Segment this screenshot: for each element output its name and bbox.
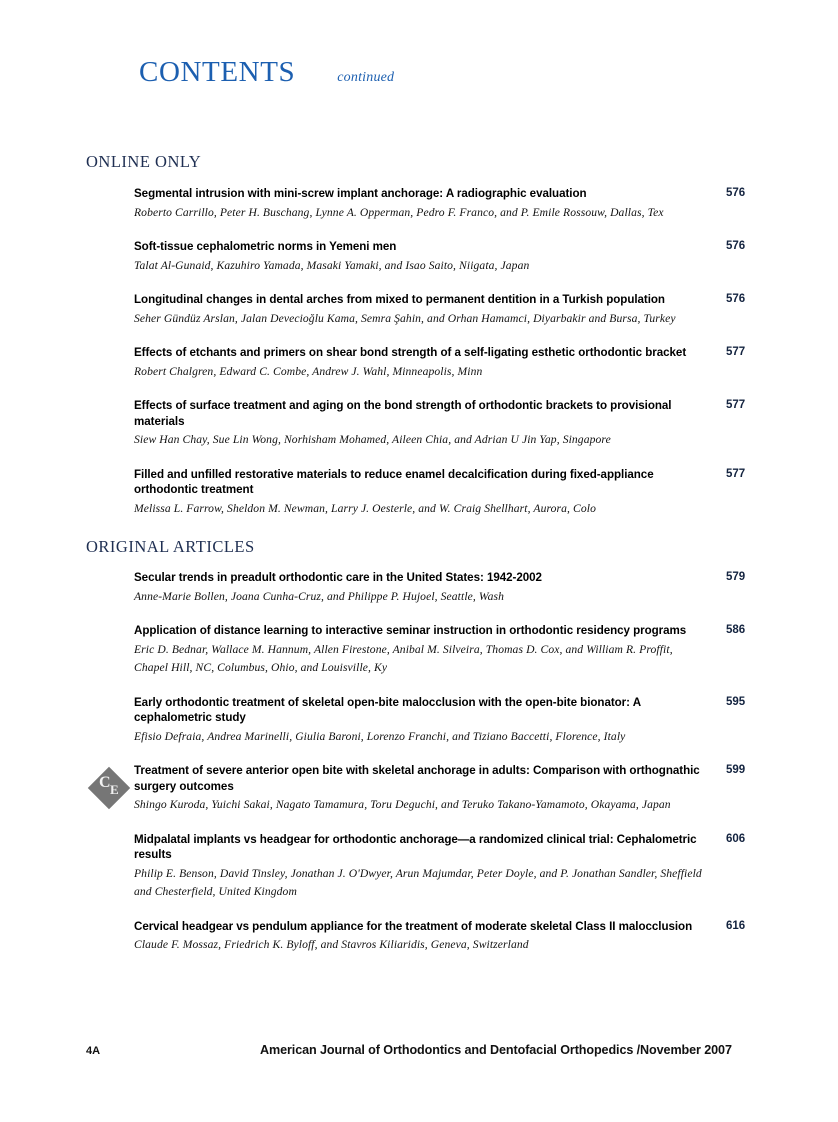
entry-authors: Shingo Kuroda, Yuichi Sakai, Nagato Tamamura, Toru Deguchi, and Teruko Takano-Yamamoto, Okayama, Japan [134, 798, 671, 811]
section-divider-space [86, 518, 766, 537]
entry-authors: Philip E. Benson, David Tinsley, Jonathan J. O'Dwyer, Arun Majumdar, Peter Doyle, and P. Jonathan Sandler, Sheffield and Chesterfield, United Kingdom [134, 866, 702, 898]
entry-authors: Roberto Carrillo, Peter H. Buschang, Lynne A. Opperman, Pedro F. Franco, and P. Emile Rossouw, Dallas, Tex [134, 205, 664, 219]
entry-page-number[interactable]: 577 [726, 346, 746, 358]
entry-page-number[interactable]: 576 [726, 187, 746, 199]
section-heading: ORIGINAL ARTICLES [86, 537, 255, 556]
toc-entry[interactable] [86, 186, 766, 222]
entry-title[interactable]: Effects of surface treatment and aging on the bond strength of orthodontic brackets to provisional materials [134, 399, 672, 428]
entry-authors: Robert Chalgren, Edward C. Combe, Andrew J. Wahl, Minneapolis, Minn [134, 364, 483, 378]
section-online-only [86, 152, 766, 518]
entry-authors: Efisio Defraia, Andrea Marinelli, Giulia Baroni, Lorenzo Franchi, and Tiziano Baccetti, Florence, Italy [134, 729, 626, 743]
entry-authors: Siew Han Chay, Sue Lin Wong, Norhisham Mohamed, Aileen Chia, and Adrian U Jin Yap, Singapore [134, 433, 611, 446]
entry-page-number[interactable]: 586 [726, 624, 746, 636]
ce-badge-letters [88, 767, 130, 809]
section-original-articles [86, 537, 766, 955]
section-entries [86, 186, 766, 518]
entry-title[interactable]: Early orthodontic treatment of skeletal open-bite malocclusion with the open-bite bionator: A cephalometric study [134, 695, 641, 724]
journal-citation: American Journal of Orthodontics and Dentofacial Orthopedics /November 2007 [260, 1043, 732, 1057]
toc-entry[interactable] [86, 345, 766, 381]
section-heading: ONLINE ONLY [86, 152, 202, 171]
ce-badge-letter-e: E [110, 782, 119, 797]
entry-page-number[interactable]: 595 [726, 695, 746, 708]
entry-authors: Talat Al-Gunaid, Kazuhiro Yamada, Masaki Yamaki, and Isao Saito, Niigata, Japan [134, 258, 530, 272]
entry-title[interactable]: Application of distance learning to interactive seminar instruction in orthodontic residency programs [134, 624, 687, 637]
masthead [139, 56, 394, 89]
entry-title[interactable]: Cervical headgear vs pendulum appliance for the treatment of moderate skeletal Class II malocclusion [134, 919, 693, 933]
entry-page-number[interactable]: 599 [726, 764, 746, 776]
toc-entry[interactable] [86, 623, 766, 678]
entry-page-number[interactable]: 606 [726, 832, 746, 845]
entry-title[interactable]: Segmental intrusion with mini-screw implant anchorage: A radiographic evaluation [134, 187, 587, 200]
entry-authors: Melissa L. Farrow, Sheldon M. Newman, Larry J. Oesterle, and W. Craig Shellhart, Aurora, Colo [134, 501, 596, 515]
entry-title[interactable]: Treatment of severe anterior open bite with skeletal anchorage in adults: Comparison with orthognathic surgery outcomes [134, 764, 700, 793]
masthead-continued-label: continued [337, 70, 395, 85]
entry-title[interactable]: Effects of etchants and primers on shear bond strength of a self-ligating esthetic orthodontic bracket [134, 346, 687, 359]
entry-page-number[interactable]: 577 [726, 467, 746, 480]
section-entries [86, 570, 766, 955]
entry-authors: Claude F. Mossaz, Friedrich K. Byloff, and Stavros Kiliaridis, Geneva, Switzerland [134, 938, 529, 951]
toc-entry[interactable] [86, 239, 766, 275]
entry-page-number[interactable]: 616 [726, 919, 746, 932]
contents-list [86, 152, 766, 955]
page-footer [86, 1043, 758, 1057]
entry-page-number[interactable]: 579 [726, 571, 746, 583]
entry-page-number[interactable]: 577 [726, 399, 746, 411]
entry-page-number[interactable]: 576 [726, 240, 746, 252]
toc-entry[interactable] [86, 467, 766, 519]
toc-entry-with-ce-badge[interactable] [86, 763, 766, 815]
toc-entry[interactable] [86, 398, 766, 450]
entry-authors: Eric D. Bednar, Wallace M. Hannum, Allen Firestone, Anibal M. Silveira, Thomas D. Cox, and William R. Proffit, Chapel Hill, NC, Columbus, Ohio, and Louisville, Ky [134, 642, 673, 674]
entry-authors: Anne-Marie Bollen, Joana Cunha-Cruz, and Philippe P. Hujoel, Seattle, Wash [134, 589, 504, 603]
entry-title[interactable]: Longitudinal changes in dental arches from mixed to permanent dentition in a Turkish population [134, 293, 665, 306]
entry-authors: Seher Gündüz Arslan, Jalan Devecioğlu Kama, Semra Şahin, and Orhan Hamamci, Diyarbakir and Bursa, Turkey [134, 311, 676, 325]
toc-entry[interactable] [86, 292, 766, 328]
page-title: CONTENTS [139, 56, 296, 88]
entry-title[interactable]: Secular trends in preadult orthodontic care in the United States: 1942-2002 [134, 571, 542, 584]
toc-entry[interactable] [86, 695, 766, 747]
toc-entry[interactable] [86, 570, 766, 606]
continuing-education-badge-icon [88, 767, 130, 809]
ce-badge-letter-c: C [99, 774, 111, 791]
toc-entry[interactable] [86, 832, 766, 902]
folio-number: 4A [86, 1045, 101, 1057]
toc-entry[interactable] [86, 919, 766, 955]
entry-title[interactable]: Soft-tissue cephalometric norms in Yemeni men [134, 240, 397, 253]
entry-page-number[interactable]: 576 [726, 293, 746, 305]
entry-title[interactable]: Midpalatal implants vs headgear for orthodontic anchorage—a randomized clinical trial: Cephalometric results [134, 832, 697, 861]
entry-title[interactable]: Filled and unfilled restorative materials to reduce enamel decalcification during fixed-appliance orthodontic treatment [134, 467, 654, 496]
